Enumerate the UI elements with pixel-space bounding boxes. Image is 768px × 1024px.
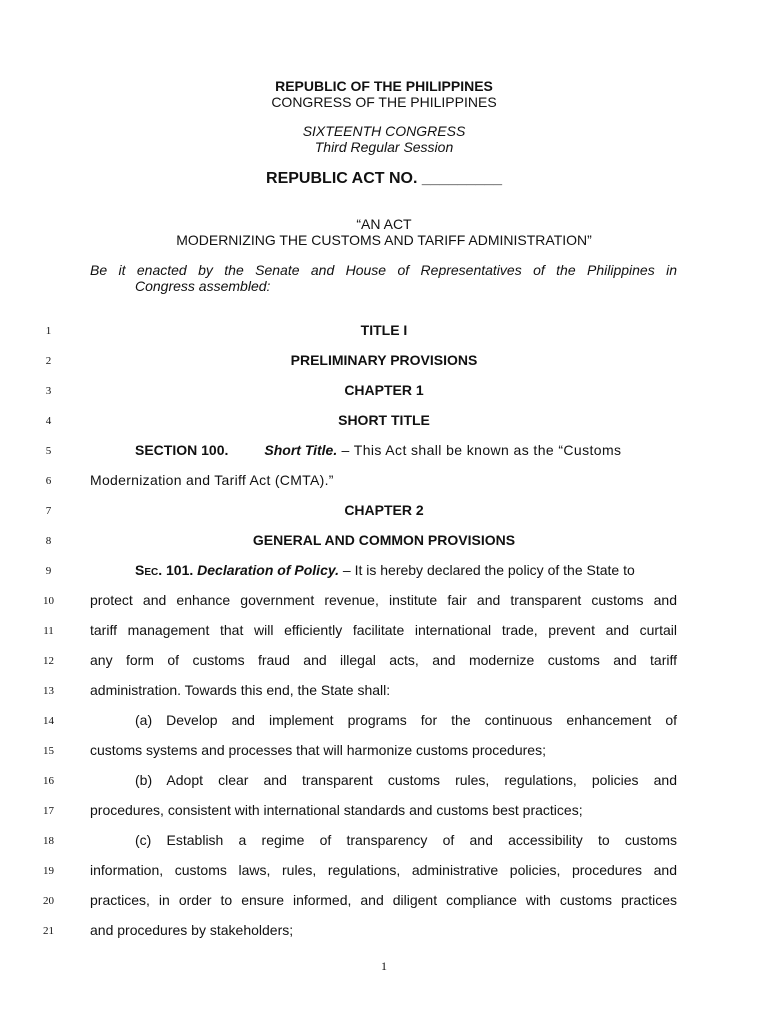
line-number: 7 <box>45 505 52 517</box>
body-line: and procedures by stakeholders; <box>90 922 294 938</box>
body-line: customs systems and processes that will harmonize customs procedures; <box>90 742 546 758</box>
body-line: tariff management that will efficiently facilitate international trade, prevent and curtail <box>90 622 677 638</box>
body-line: information, customs laws, rules, regulations, administrative policies, procedures and <box>90 862 677 878</box>
line-number: 17 <box>43 805 54 817</box>
line-number: 21 <box>43 925 54 937</box>
list-item-a: (a) Develop and implement programs for the continuous enhancement of <box>135 712 677 728</box>
session-label: Third Regular Session <box>314 139 454 155</box>
body-line: Modernization and Tariff Act (CMTA).” <box>90 472 334 488</box>
enacting-clause-line1: Be it enacted by the Senate and House of Representatives of the Philippines in <box>90 262 677 278</box>
line-number: 6 <box>45 475 52 487</box>
section-number: SECTION 100. <box>135 442 229 458</box>
section-heading: Short Title. <box>264 442 338 458</box>
section-text: – This Act shall be known as the “Customs <box>337 442 622 458</box>
line-number: 20 <box>43 895 54 907</box>
body-line: protect and enhance government revenue, institute fair and transparent customs and <box>90 592 677 608</box>
line-number: 15 <box>43 745 54 757</box>
body-line: procedures, consistent with international standards and customs best practices; <box>90 802 583 818</box>
line-number: 19 <box>43 865 54 877</box>
line-number: 5 <box>45 445 52 457</box>
line-number: 13 <box>43 685 54 697</box>
line-number: 14 <box>43 715 54 727</box>
chapter-subheading: GENERAL AND COMMON PROVISIONS <box>252 532 516 548</box>
line-number: 2 <box>45 355 52 367</box>
title-heading: TITLE I <box>360 322 408 338</box>
line-number: 12 <box>43 655 54 667</box>
line-number: 8 <box>45 535 52 547</box>
chapter-subheading: SHORT TITLE <box>338 412 430 428</box>
page-number: 1 <box>381 959 387 973</box>
list-item-c: (c) Establish a regime of transparency of and accessibility to customs <box>135 832 677 848</box>
list-item-b: (b) Adopt clear and transparent customs rules, regulations, policies and <box>135 772 677 788</box>
congress-heading: CONGRESS OF THE PHILIPPINES <box>271 94 497 110</box>
title-subheading: PRELIMINARY PROVISIONS <box>290 352 478 368</box>
act-open: “AN ACT <box>356 216 412 232</box>
line-number: 9 <box>45 565 52 577</box>
chapter-heading: CHAPTER 2 <box>344 502 424 518</box>
section-101-line <box>135 561 677 579</box>
enacting-clause-line2: Congress assembled: <box>135 278 271 294</box>
line-number: 3 <box>45 385 52 397</box>
act-title: MODERNIZING THE CUSTOMS AND TARIFF ADMINISTRATION” <box>176 232 592 248</box>
body-line: practices, in order to ensure informed, and diligent compliance with customs practices <box>90 892 677 908</box>
republic-heading: REPUBLIC OF THE PHILIPPINES <box>275 78 493 94</box>
line-number: 4 <box>45 415 52 427</box>
line-number: 16 <box>43 775 54 787</box>
body-line: administration. Towards this end, the State shall: <box>90 682 391 698</box>
congress-number: SIXTEENTH CONGRESS <box>302 123 466 139</box>
line-number: 11 <box>43 625 54 637</box>
line-number: 10 <box>43 595 54 607</box>
section-text: – It is hereby declared the policy of the State to <box>339 562 635 578</box>
line-number: 1 <box>45 325 52 337</box>
section-100-line <box>135 441 677 459</box>
line-number: 18 <box>43 835 54 847</box>
republic-act-number: REPUBLIC ACT NO. _________ <box>266 170 502 187</box>
chapter-heading: CHAPTER 1 <box>344 382 424 398</box>
section-number: Sec. 101. <box>135 562 194 578</box>
section-heading: Declaration of Policy. <box>197 562 340 578</box>
body-line: any form of customs fraud and illegal acts, and modernize customs and tariff <box>90 652 677 668</box>
